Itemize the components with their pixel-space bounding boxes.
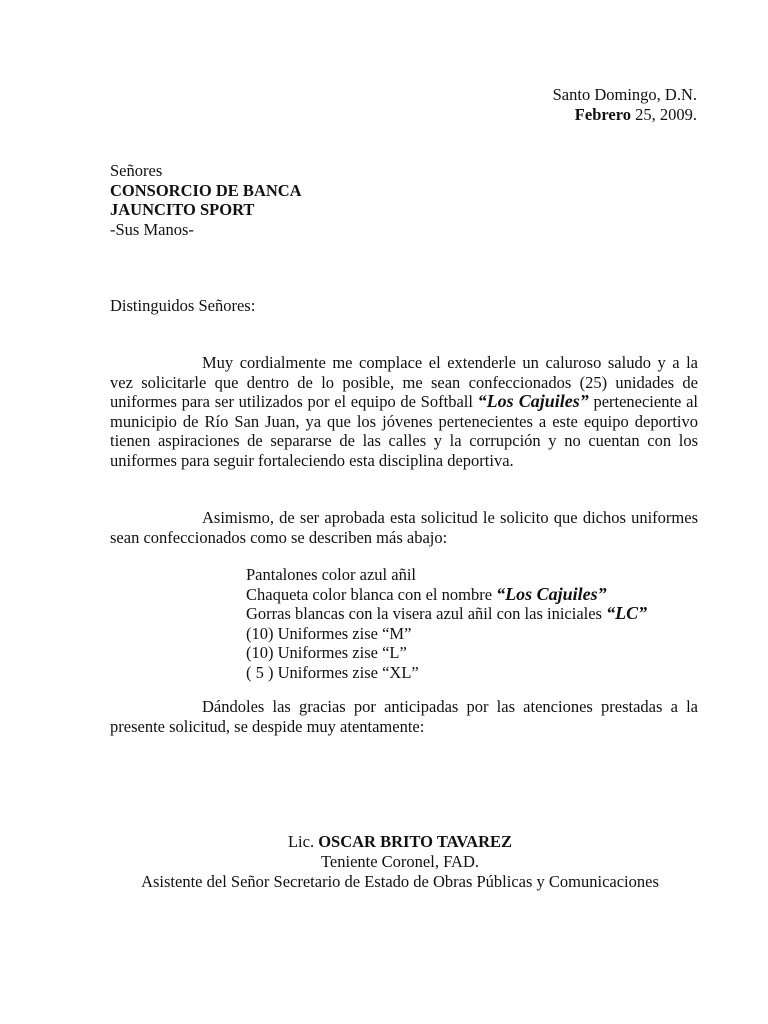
place-line: Santo Domingo, D.N.: [552, 85, 697, 104]
list-item-text: Gorras blancas con la visera azul añil con las iniciales: [246, 604, 602, 623]
uniform-list: [246, 565, 647, 682]
list-item-emphasis: “LC”: [606, 603, 648, 623]
list-item-text: Chaqueta color blanca con el nombre: [246, 584, 493, 604]
recipient-org-line2: JAUNCITO SPORT: [110, 200, 255, 219]
date-month: Febrero: [574, 105, 631, 124]
signature-name: OSCAR BRITO TAVAREZ: [318, 832, 513, 851]
date-rest: 25, 2009.: [635, 105, 697, 124]
recipient-salutation: Señores: [110, 161, 163, 180]
list-item: [246, 604, 647, 624]
paragraph-2: Asimismo, de ser aprobada esta solicitud le solicito que dichos uniformes sean confeccionados como se describen más abajo:: [110, 508, 698, 547]
list-item: Pantalones color azul añil: [246, 565, 416, 584]
paragraph-1-part-b: perteneciente al municipio de Río San Juan, ya que los jóvenes pertenecientes a este equipo deportivo tienen aspiraciones de separarse de las calles y la corrupción y no cuentan con los uniformes para seguir fortaleciendo esta disciplina deportiva.: [110, 392, 698, 470]
team-name: “Los Cajuiles”: [477, 391, 589, 411]
date-line: [575, 105, 697, 125]
recipient-org-line1: CONSORCIO DE BANCA: [110, 180, 302, 200]
list-item: [246, 585, 647, 605]
recipient-block: [110, 161, 302, 239]
greeting: Distinguidos Señores:: [110, 296, 256, 315]
signature-title: Lic.: [287, 832, 315, 851]
signature-rank: Teniente Coronel, FAD.: [320, 852, 479, 871]
list-item: (10) Uniformes zise “M”: [246, 623, 412, 643]
recipient-hands: -Sus Manos-: [110, 219, 194, 239]
paragraph-1: [110, 353, 698, 470]
paragraph-1-part-a: Muy cordialmente me complace el extenderle un caluroso saludo y a la vez solicitarle que dentro de lo posible, me sean confeccionados (25) unidades de uniformes para ser utilizados por el equipo de Softball: [110, 353, 698, 411]
signature-position: Asistente del Señor Secretario de Estado de Obras Públicas y Comunicaciones: [141, 872, 659, 891]
signature-name-line: [0, 832, 768, 852]
paragraph-3: Dándoles las gracias por anticipadas por las atenciones prestadas a la presente solicitud, se despide muy atentamente:: [110, 697, 698, 736]
list-item: (10) Uniformes zise “L”: [246, 643, 407, 662]
list-item-emphasis: “Los Cajuiles”: [496, 583, 607, 604]
list-item: ( 5 ) Uniformes zise “XL”: [246, 662, 419, 682]
